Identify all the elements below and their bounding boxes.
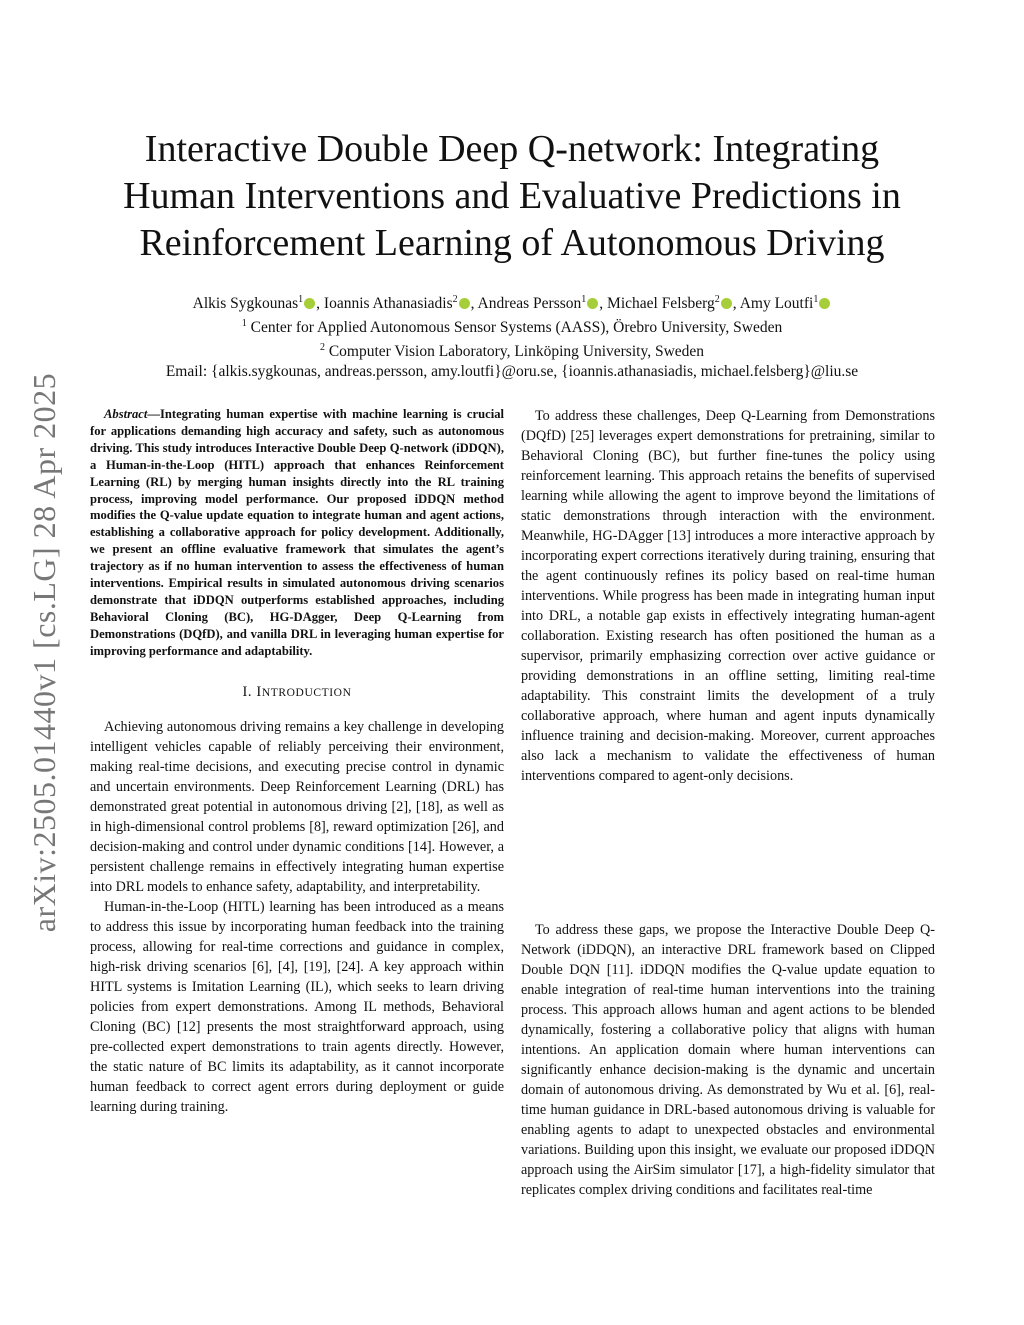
author-affiliation-mark: 1 (581, 294, 587, 305)
author-name: Michael Felsberg (607, 295, 715, 313)
abstract-text: —Integrating human expertise with machine learning is crucial for applications demanding high accuracy and safety, such as autonomous driving. This study introduces Interactive Double Deep Q-network (iDDQN), a Human-in-the-Loop (HITL) approach that enhances Reinforcement Learning (RL) by merging human insights directly into the RL training process, improving model performance. Our proposed iDDQN method modifies the Q-value update equation to integrate human and agent actions, establishing a collaborative approach for policy development. Additionally, we present an offline evaluative framework that simulates the agent’s trajectory as if no human intervention to assess the effectiveness of human interventions. Empirical results in simulated autonomous driving scenarios demonstrate that iDDQN outperforms established approaches, including Behavioral Cloning (BC), HG-DAgger, Deep Q-Learning from Demonstrations (DQfD), and vanilla DRL in leveraging human expertise for improving performance and adaptability. (90, 407, 504, 658)
affiliation-mark: 1 (241, 318, 247, 330)
orcid-icon[interactable] (721, 298, 732, 309)
affiliation-text: Computer Vision Laboratory, Linköping University, Sweden (328, 343, 705, 361)
author-name: Andreas Persson (477, 295, 582, 313)
author-block (60, 290, 964, 382)
paragraph: Human-in-the-Loop (HITL) learning has been introduced as a means to address this issue by incorporating human feedback into the training process, allowing for real-time corrections and guidance in complex, high-risk driving scenarios [6], [4], [19], [24]. A key approach within HITL systems is Imitation Learning (IL), which seeks to learn driving policies from expert demonstrations. Among IL methods, Behavioral Cloning (BC) [12] presents the most straightforward approach, using pre-collected expert demonstrations to train agents directly. However, the static nature of BC limits its adaptability, as it cannot incorporate human feedback to correct agent errors during deployment or guide learning during training. (90, 898, 504, 1115)
left-column (90, 406, 504, 1117)
section-heading: I. INTRODUCTION (242, 683, 352, 700)
author-list (60, 290, 964, 314)
abstract (90, 406, 504, 660)
author-separator: , (732, 295, 740, 313)
orcid-icon[interactable] (304, 298, 315, 309)
author-affiliation-mark: 2 (714, 294, 720, 305)
orcid-icon[interactable] (819, 298, 830, 309)
author-affiliation-mark: 1 (813, 294, 819, 305)
paragraph: To address these challenges, Deep Q-Learning from Demonstrations (DQfD) [25] leverages expert demonstrations for pretraining, similar to Behavioral Cloning (BC), but further fine-tunes the policy using reinforcement learning. This approach retains the benefits of supervised learning while allowing the agent to improve beyond the limitations of static demonstrations through interaction with the environment. Meanwhile, HG-DAgger [13] introduces a more interactive approach by incorporating expert corrections iteratively during training, ensuring that the agent continuously refines its policy based on real-time human interventions. While progress has been made in integrating human input into DRL, a notable gap exists in effectively integrating human-agent collaboration. Existing research has often positioned the human as a supervisor, primarily emphasizing correction over active guidance or providing demonstrations in an offline setting, limiting real-time adaptability. This constraint limits the development of a truly collaborative approach, where human and agent inputs dynamically influence training and decision-making. Moreover, current approaches also lack a mechanism to validate the effectiveness of human interventions compared to agent-only decisions. (521, 408, 935, 784)
author-separator: , (599, 295, 608, 313)
author-separator: , (316, 295, 324, 313)
paper-title (60, 126, 964, 267)
affiliation-1 (60, 314, 964, 338)
author-name: Ioannis Athanasiadis (323, 295, 453, 313)
title-line-2: Human Interventions and Evaluative Predictions in (123, 175, 901, 217)
author-separator: , (470, 295, 478, 313)
affiliation-2 (60, 338, 964, 362)
affiliation-text: Center for Applied Autonomous Sensor Systems (AASS), Örebro University, Sweden (250, 319, 783, 337)
title-line-1: Interactive Double Deep Q-network: Integrating (144, 128, 880, 170)
author-affiliation-mark: 1 (298, 294, 304, 305)
right-column (521, 406, 935, 1198)
affiliation-mark: 2 (319, 342, 325, 354)
arxiv-identifier-text: arXiv:2505.01440v1 [cs.LG] 28 Apr 2025 (26, 372, 63, 932)
title-line-3: Reinforcement Learning of Autonomous Driving (139, 222, 885, 264)
author-name: Amy Loutfi (739, 295, 814, 313)
email-line: Email: {alkis.sygkounas, andreas.persson, amy.loutfi}@oru.se, {ioannis.athanasiadis, michael.felsberg}@liu.se (165, 363, 859, 381)
paragraph: To address these gaps, we propose the Interactive Double Deep Q-Network (iDDQN), an interactive DRL framework based on Clipped Double DQN [11]. iDDQN modifies the Q-value update equation to enable integration of real-time human interventions into the training process. This approach allows human and agent actions to be blended dynamically, fostering a collaborative policy that aligns with human intentions. An application domain where human interventions can significantly enhance decision-making is the dynamic and uncertain domain of autonomous driving. As demonstrated by Wu et al. [6], real-time human guidance in DRL-based autonomous driving is valuable for enabling agents to adapt to unexpected obstacles and environmental variations. Building upon this insight, we evaluate our proposed iDDQN approach using the AirSim simulator [17], a high-fidelity simulator that replicates complex driving conditions and facilitates real-time (521, 922, 935, 1198)
paragraph: Achieving autonomous driving remains a key challenge in developing intelligent vehicles capable of reliably perceiving their environment, making real-time decisions, and executing precise control in dynamic and uncertain environments. Deep Reinforcement Learning (DRL) has demonstrated great potential in autonomous driving [2], [18], as well as in high-dimensional control problems [8], reward optimization [26], and decision-making and control under dynamic conditions [14]. However, a persistent challenge remains in effectively integrating human expertise into DRL models to enhance safety, adaptability, and interpretability. (90, 718, 504, 895)
arxiv-identifier (24, 352, 66, 952)
orcid-icon[interactable] (459, 298, 470, 309)
orcid-icon[interactable] (587, 298, 598, 309)
author-affiliation-mark: 2 (452, 294, 458, 305)
abstract-lead: Abstract (104, 407, 148, 421)
author-name: Alkis Sygkounas (192, 295, 299, 313)
